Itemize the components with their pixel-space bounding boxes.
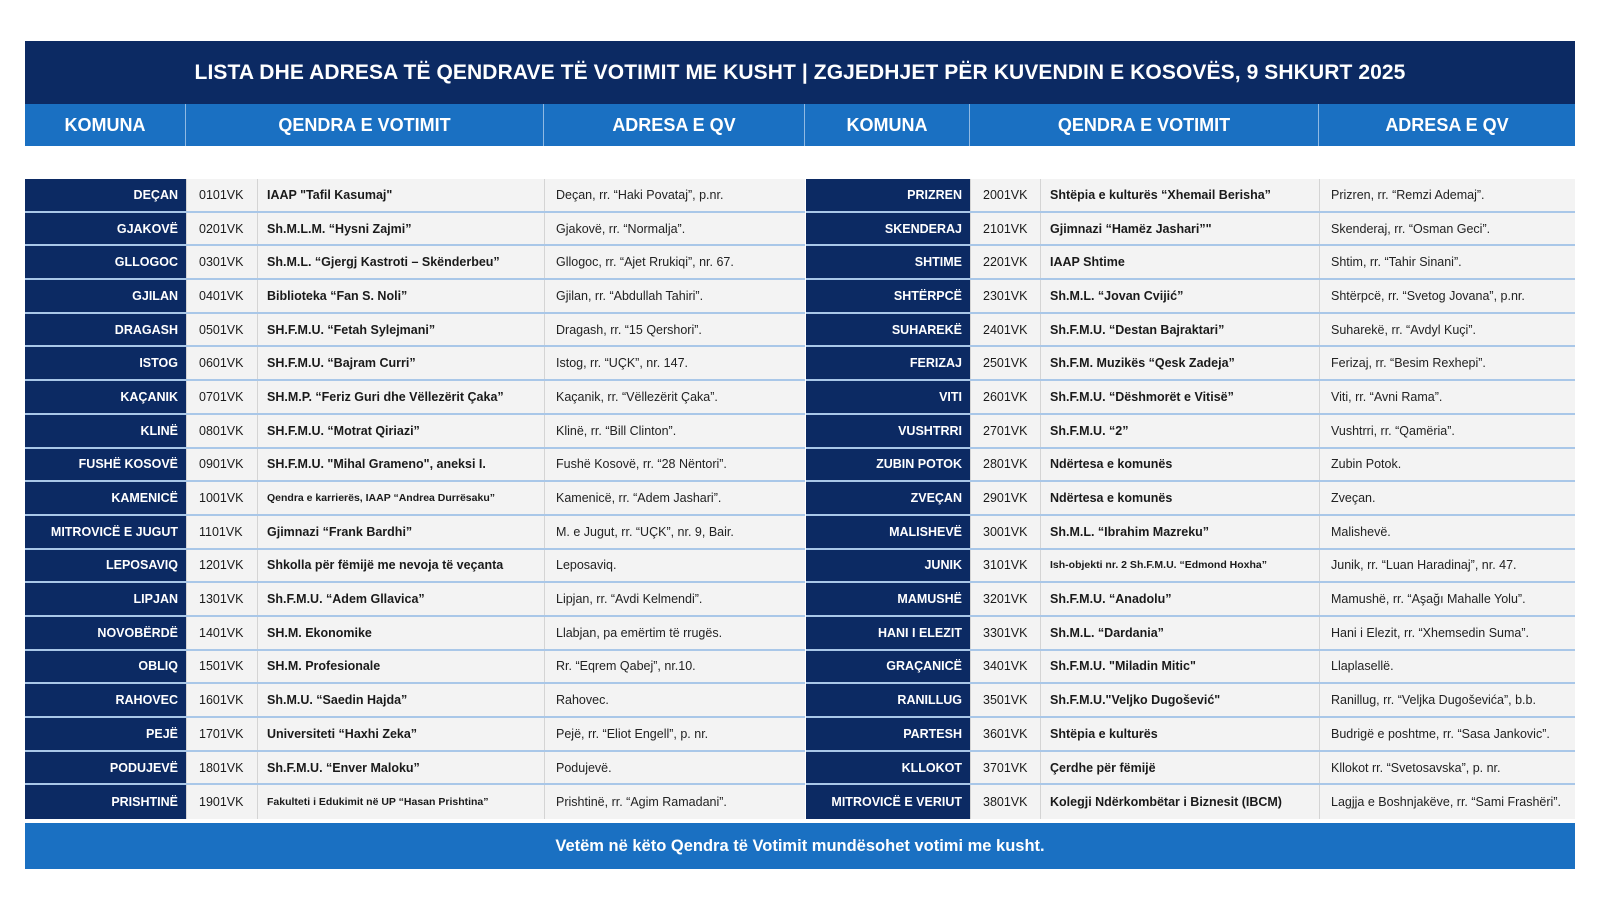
voting-center-cell: Sh.F.M.U. “Destan Bajraktari” <box>1040 314 1319 346</box>
code-cell: 2001VK <box>970 179 1040 211</box>
code-cell: 1901VK <box>186 785 257 819</box>
komuna-cell: JUNIK <box>806 550 970 582</box>
left-table <box>25 179 805 819</box>
voting-center-cell: IAAP Shtime <box>1040 246 1319 278</box>
table-row <box>25 449 805 483</box>
address-cell: Kllokot rr. “Svetosavska”, p. nr. <box>1319 752 1575 784</box>
voting-center-cell: Ish-objekti nr. 2 Sh.F.M.U. “Edmond Hoxha” <box>1040 550 1319 582</box>
code-cell: 3401VK <box>970 651 1040 683</box>
address-cell: Podujevë. <box>544 752 805 784</box>
table-row <box>806 449 1575 483</box>
address-cell: Budrigë e poshtme, rr. “Sasa Jankovic”. <box>1319 718 1575 750</box>
voting-center-cell: Sh.M.L. “Dardania” <box>1040 617 1319 649</box>
table-row <box>806 651 1575 685</box>
code-cell: 3101VK <box>970 550 1040 582</box>
voting-center-cell: Biblioteka “Fan S. Noli” <box>257 280 544 312</box>
voting-center-cell: Shtëpia e kulturës “Xhemail Berisha” <box>1040 179 1319 211</box>
komuna-cell: ZUBIN POTOK <box>806 449 970 481</box>
address-cell: Llaplasellë. <box>1319 651 1575 683</box>
komuna-cell: MITROVICË E VERIUT <box>806 785 970 819</box>
address-cell: Hani i Elezit, rr. “Xhemsedin Suma”. <box>1319 617 1575 649</box>
komuna-cell: SHTIME <box>806 246 970 278</box>
voting-center-cell: Sh.F.M. Muzikës “Qesk Zadeja” <box>1040 347 1319 379</box>
table-row <box>806 347 1575 381</box>
address-cell: Shtërpcë, rr. “Svetog Jovana”, p.nr. <box>1319 280 1575 312</box>
table-row <box>806 583 1575 617</box>
address-cell: Gllogoc, rr. “Ajet Rrukiqi”, nr. 67. <box>544 246 805 278</box>
code-cell: 0601VK <box>186 347 257 379</box>
voting-center-cell: Sh.F.M.U. “Anadolu” <box>1040 583 1319 615</box>
komuna-cell: PRIZREN <box>806 179 970 211</box>
table-row <box>806 516 1575 550</box>
code-cell: 3801VK <box>970 785 1040 819</box>
address-cell: Rahovec. <box>544 684 805 716</box>
header-qendra-left: QENDRA E VOTIMIT <box>186 104 544 146</box>
code-cell: 1401VK <box>186 617 257 649</box>
code-cell: 0501VK <box>186 314 257 346</box>
komuna-cell: GJILAN <box>25 280 186 312</box>
code-cell: 2201VK <box>970 246 1040 278</box>
address-cell: Deçan, rr. “Haki Povataj”, p.nr. <box>544 179 805 211</box>
komuna-cell: LEPOSAVIQ <box>25 550 186 582</box>
voting-center-cell: Sh.M.L. “Ibrahim Mazreku” <box>1040 516 1319 548</box>
table-row <box>806 179 1575 213</box>
table-row <box>25 347 805 381</box>
voting-center-cell: SH.F.M.U. “Motrat Qiriazi” <box>257 415 544 447</box>
voting-center-cell: SH.F.M.U. “Bajram Curri” <box>257 347 544 379</box>
voting-center-cell: SH.M. Profesionale <box>257 651 544 683</box>
komuna-cell: MITROVICË E JUGUT <box>25 516 186 548</box>
voting-center-cell: Sh.F.M.U. “Enver Maloku” <box>257 752 544 784</box>
table-row <box>25 583 805 617</box>
komuna-cell: NOVOBËRDË <box>25 617 186 649</box>
table-row <box>25 482 805 516</box>
address-cell: Fushë Kosovë, rr. “28 Nëntori”. <box>544 449 805 481</box>
table-row <box>806 785 1575 819</box>
code-cell: 0101VK <box>186 179 257 211</box>
komuna-cell: SUHAREKË <box>806 314 970 346</box>
address-cell: Kamenicë, rr. “Adem Jashari”. <box>544 482 805 514</box>
komuna-cell: PEJË <box>25 718 186 750</box>
komuna-cell: SHTËRPCË <box>806 280 970 312</box>
code-cell: 0801VK <box>186 415 257 447</box>
komuna-cell: GJAKOVË <box>25 213 186 245</box>
page-title: LISTA DHE ADRESA TË QENDRAVE TË VOTIMIT ME KUSHT | ZGJEDHJET PËR KUVENDIN E KOSOVËS, 9 SHKURT 2025 <box>25 41 1575 104</box>
komuna-cell: ISTOG <box>25 347 186 379</box>
komuna-cell: RAHOVEC <box>25 684 186 716</box>
table-row <box>25 550 805 584</box>
address-cell: Suharekë, rr. “Avdyl Kuçi”. <box>1319 314 1575 346</box>
address-cell: Lagjja e Boshnjakëve, rr. “Sami Frashëri”. <box>1319 785 1575 819</box>
voting-center-cell: SH.F.M.U. "Mihal Grameno", aneksi I. <box>257 449 544 481</box>
table-row <box>806 752 1575 786</box>
table-row <box>25 179 805 213</box>
voting-center-cell: Çerdhe për fëmijë <box>1040 752 1319 784</box>
table-row <box>806 617 1575 651</box>
address-cell: Gjakovë, rr. “Normalja”. <box>544 213 805 245</box>
code-cell: 1101VK <box>186 516 257 548</box>
code-cell: 1801VK <box>186 752 257 784</box>
address-cell: M. e Jugut, rr. “UÇK”, nr. 9, Bair. <box>544 516 805 548</box>
address-cell: Zveçan. <box>1319 482 1575 514</box>
code-cell: 2901VK <box>970 482 1040 514</box>
code-cell: 2401VK <box>970 314 1040 346</box>
table-row <box>806 314 1575 348</box>
address-cell: Llabjan, pa emërtim të rrugës. <box>544 617 805 649</box>
code-cell: 1001VK <box>186 482 257 514</box>
komuna-cell: FERIZAJ <box>806 347 970 379</box>
voting-center-cell: Kolegji Ndërkombëtar i Biznesit (IBCM) <box>1040 785 1319 819</box>
address-cell: Malishevë. <box>1319 516 1575 548</box>
address-cell: Leposaviq. <box>544 550 805 582</box>
table-row <box>806 415 1575 449</box>
code-cell: 1601VK <box>186 684 257 716</box>
table-row <box>806 213 1575 247</box>
komuna-cell: GRAÇANICË <box>806 651 970 683</box>
code-cell: 2701VK <box>970 415 1040 447</box>
address-cell: Lipjan, rr. “Avdi Kelmendi”. <box>544 583 805 615</box>
komuna-cell: HANI I ELEZIT <box>806 617 970 649</box>
address-cell: Prishtinë, rr. “Agim Ramadani”. <box>544 785 805 819</box>
header-qendra-right: QENDRA E VOTIMIT <box>970 104 1319 146</box>
komuna-cell: SKENDERAJ <box>806 213 970 245</box>
code-cell: 2101VK <box>970 213 1040 245</box>
komuna-cell: KLLOKOT <box>806 752 970 784</box>
voting-center-cell: Sh.F.M.U. “Dëshmorët e Vitisë” <box>1040 381 1319 413</box>
voting-center-cell: Gjimnazi “Frank Bardhi” <box>257 516 544 548</box>
komuna-cell: GLLOGOC <box>25 246 186 278</box>
right-table <box>806 179 1575 819</box>
address-cell: Ferizaj, rr. “Besim Rexhepi”. <box>1319 347 1575 379</box>
code-cell: 0301VK <box>186 246 257 278</box>
voting-center-cell: Sh.F.M.U."Veljko Dugošević" <box>1040 684 1319 716</box>
komuna-cell: KAMENICË <box>25 482 186 514</box>
code-cell: 1701VK <box>186 718 257 750</box>
voting-center-cell: Fakulteti i Edukimit në UP “Hasan Prishtina” <box>257 785 544 819</box>
komuna-cell: MAMUSHË <box>806 583 970 615</box>
address-cell: Rr. “Eqrem Qabej”, nr.10. <box>544 651 805 683</box>
komuna-cell: PRISHTINË <box>25 785 186 819</box>
table-row <box>25 718 805 752</box>
komuna-cell: DEÇAN <box>25 179 186 211</box>
code-cell: 0401VK <box>186 280 257 312</box>
voting-center-cell: SH.F.M.U. “Fetah Sylejmani” <box>257 314 544 346</box>
table-row <box>25 684 805 718</box>
komuna-cell: RANILLUG <box>806 684 970 716</box>
table-row <box>25 213 805 247</box>
header-komuna-left: KOMUNA <box>25 104 186 146</box>
address-cell: Dragash, rr. “15 Qershori”. <box>544 314 805 346</box>
voting-center-cell: SH.M.P. “Feriz Guri dhe Vëllezërit Çaka” <box>257 381 544 413</box>
code-cell: 0201VK <box>186 213 257 245</box>
table-row <box>806 718 1575 752</box>
address-cell: Prizren, rr. “Remzi Ademaj”. <box>1319 179 1575 211</box>
table-row <box>25 246 805 280</box>
code-cell: 3201VK <box>970 583 1040 615</box>
komuna-cell: KAÇANIK <box>25 381 186 413</box>
address-cell: Junik, rr. “Luan Haradinaj”, nr. 47. <box>1319 550 1575 582</box>
address-cell: Vushtrri, rr. “Qamëria”. <box>1319 415 1575 447</box>
komuna-cell: PODUJEVË <box>25 752 186 784</box>
voting-center-cell: Sh.F.M.U. “Adem Gllavica” <box>257 583 544 615</box>
code-cell: 0901VK <box>186 449 257 481</box>
komuna-cell: VITI <box>806 381 970 413</box>
voting-center-cell: Gjimnazi “Hamëz Jashari”" <box>1040 213 1319 245</box>
table-row <box>806 482 1575 516</box>
code-cell: 2801VK <box>970 449 1040 481</box>
komuna-cell: DRAGASH <box>25 314 186 346</box>
table-header-row <box>25 104 1575 146</box>
code-cell: 0701VK <box>186 381 257 413</box>
address-cell: Gjilan, rr. “Abdullah Tahiri”. <box>544 280 805 312</box>
komuna-cell: PARTESH <box>806 718 970 750</box>
voting-center-cell: Sh.F.M.U. "Miladin Mitic" <box>1040 651 1319 683</box>
voting-center-cell: Ndërtesa e komunës <box>1040 449 1319 481</box>
code-cell: 3501VK <box>970 684 1040 716</box>
address-cell: Kaçanik, rr. “Vëllezërit Çaka”. <box>544 381 805 413</box>
table-row <box>806 684 1575 718</box>
table-row <box>25 314 805 348</box>
table-row <box>806 280 1575 314</box>
address-cell: Istog, rr. “UÇK”, nr. 147. <box>544 347 805 379</box>
address-cell: Mamushë, rr. “Aşağı Mahalle Yolu”. <box>1319 583 1575 615</box>
code-cell: 1301VK <box>186 583 257 615</box>
code-cell: 2601VK <box>970 381 1040 413</box>
voting-center-cell: Sh.F.M.U. “2” <box>1040 415 1319 447</box>
table-row <box>25 415 805 449</box>
table-row <box>806 246 1575 280</box>
voting-center-cell: Universiteti “Haxhi Zeka” <box>257 718 544 750</box>
table-row <box>25 785 805 819</box>
address-cell: Klinë, rr. “Bill Clinton”. <box>544 415 805 447</box>
table-row <box>806 381 1575 415</box>
address-cell: Viti, rr. “Avni Rama”. <box>1319 381 1575 413</box>
table-row <box>806 550 1575 584</box>
code-cell: 3301VK <box>970 617 1040 649</box>
code-cell: 3701VK <box>970 752 1040 784</box>
header-adresa-right: ADRESA E QV <box>1385 114 1509 135</box>
table-row <box>25 280 805 314</box>
voting-center-cell: Sh.M.L. “Jovan Cvijić” <box>1040 280 1319 312</box>
address-cell: Shtim, rr. “Tahir Sinani”. <box>1319 246 1575 278</box>
code-cell: 2301VK <box>970 280 1040 312</box>
address-cell: Ranillug, rr. “Veljka Dugoševića”, b.b. <box>1319 684 1575 716</box>
komuna-cell: LIPJAN <box>25 583 186 615</box>
code-cell: 3601VK <box>970 718 1040 750</box>
table-row <box>25 752 805 786</box>
komuna-cell: FUSHË KOSOVË <box>25 449 186 481</box>
voting-center-cell: IAAP "Tafil Kasumaj" <box>257 179 544 211</box>
komuna-cell: VUSHTRRI <box>806 415 970 447</box>
header-adresa-left: ADRESA E QV <box>544 104 805 146</box>
code-cell: 1501VK <box>186 651 257 683</box>
voting-center-cell: Ndërtesa e komunës <box>1040 482 1319 514</box>
table-row <box>25 651 805 685</box>
voting-center-cell: Shkolla për fëmijë me nevoja të veçanta <box>257 550 544 582</box>
code-cell: 2501VK <box>970 347 1040 379</box>
address-cell: Skenderaj, rr. “Osman Geci”. <box>1319 213 1575 245</box>
table-row <box>25 381 805 415</box>
voting-center-cell: Sh.M.L. “Gjergj Kastroti – Skënderbeu” <box>257 246 544 278</box>
voting-center-cell: Sh.M.L.M. “Hysni Zajmi” <box>257 213 544 245</box>
tables-container <box>25 179 1575 819</box>
komuna-cell: OBLIQ <box>25 651 186 683</box>
table-row <box>25 516 805 550</box>
code-cell: 1201VK <box>186 550 257 582</box>
komuna-cell: MALISHEVË <box>806 516 970 548</box>
address-cell: Zubin Potok. <box>1319 449 1575 481</box>
voting-center-cell: SH.M. Ekonomike <box>257 617 544 649</box>
table-row <box>25 617 805 651</box>
komuna-cell: ZVEÇAN <box>806 482 970 514</box>
voting-center-cell: Sh.M.U. “Saedin Hajda” <box>257 684 544 716</box>
address-cell: Pejë, rr. “Eliot Engell”, p. nr. <box>544 718 805 750</box>
code-cell: 3001VK <box>970 516 1040 548</box>
komuna-cell: KLINË <box>25 415 186 447</box>
header-komuna-right: KOMUNA <box>805 104 970 146</box>
voting-center-cell: Shtëpia e kulturës <box>1040 718 1319 750</box>
footer-note: Vetëm në këto Qendra të Votimit mundësohet votimi me kusht. <box>25 823 1575 869</box>
voting-center-cell: Qendra e karrierës, IAAP “Andrea Durrësaku” <box>257 482 544 514</box>
